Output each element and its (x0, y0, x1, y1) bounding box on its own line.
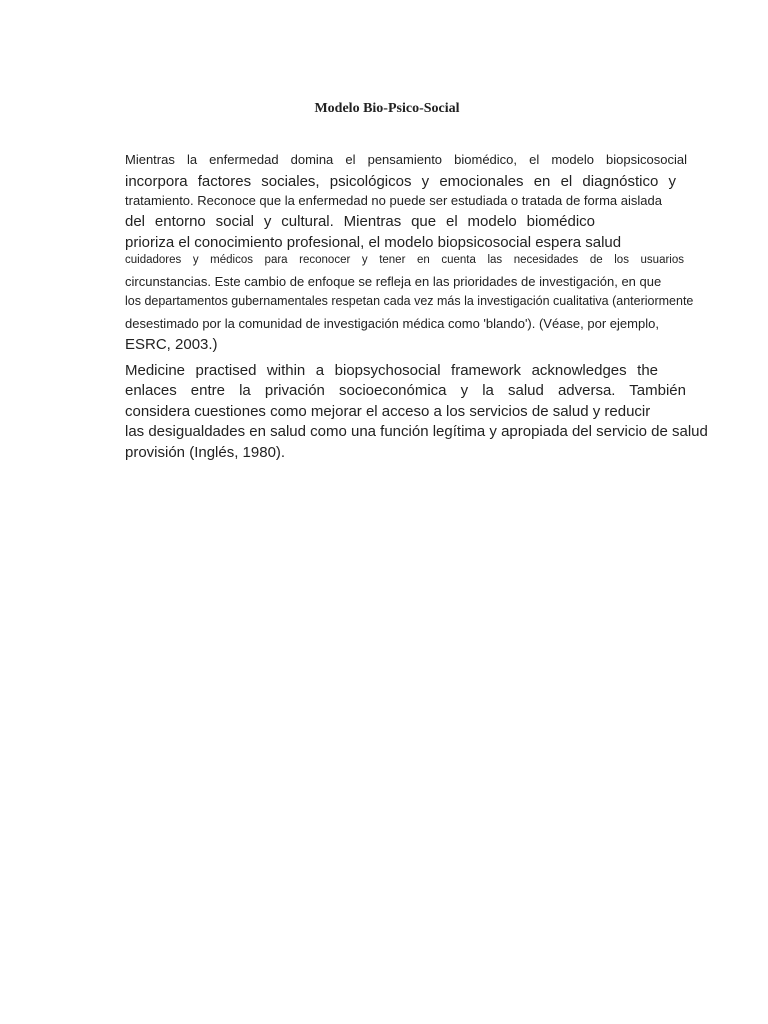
paragraph-1-line-10: ESRC, 2003.) (125, 336, 218, 353)
paragraph-2-line-3: considera cuestiones como mejorar el acceso a los servicios de salud y reducir (125, 403, 651, 420)
paragraph-1-line-2: incorpora factores sociales, psicológicos y emocionales en el diagnóstico y (125, 173, 676, 190)
document-title: Modelo Bio-Psico-Social (314, 101, 460, 116)
paragraph-1-line-1: Mientras la enfermedad domina el pensamiento biomédico, el modelo biopsicosocial (125, 152, 687, 167)
paragraph-2-line-5: provisión (Inglés, 1980). (125, 444, 286, 461)
paragraph-1-line-7: circunstancias. Este cambio de enfoque se refleja en las prioridades de investigación, en que (125, 274, 662, 289)
paragraph-2-line-1: Medicine practised within a biopsychosocial framework acknowledges the (125, 362, 658, 379)
paragraph-1-line-4: del entorno social y cultural. Mientras que el modelo biomédico (125, 213, 595, 230)
paragraph-1-line-9: desestimado por la comunidad de investigación médica como 'blando'). (Véase, por ejemplo, (125, 316, 659, 331)
paragraph-1-line-3: tratamiento. Reconoce que la enfermedad no puede ser estudiada o tratada de forma aislada (125, 193, 662, 208)
paragraph-1-line-8: los departamentos gubernamentales respetan cada vez más la investigación cualitativa (anteriormente (125, 294, 694, 308)
paragraph-1-line-6: cuidadores y médicos para reconocer y tener en cuenta las necesidades de los usuarios (125, 254, 684, 266)
paragraph-2-line-2: enlaces entre la privación socioeconómica y la salud adversa. También (125, 382, 686, 399)
paragraph-1-line-5: prioriza el conocimiento profesional, el modelo biopsicosocial espera salud (125, 234, 622, 251)
paragraph-2-line-4: las desigualdades en salud como una función legítima y apropiada del servicio de salud (125, 423, 708, 440)
